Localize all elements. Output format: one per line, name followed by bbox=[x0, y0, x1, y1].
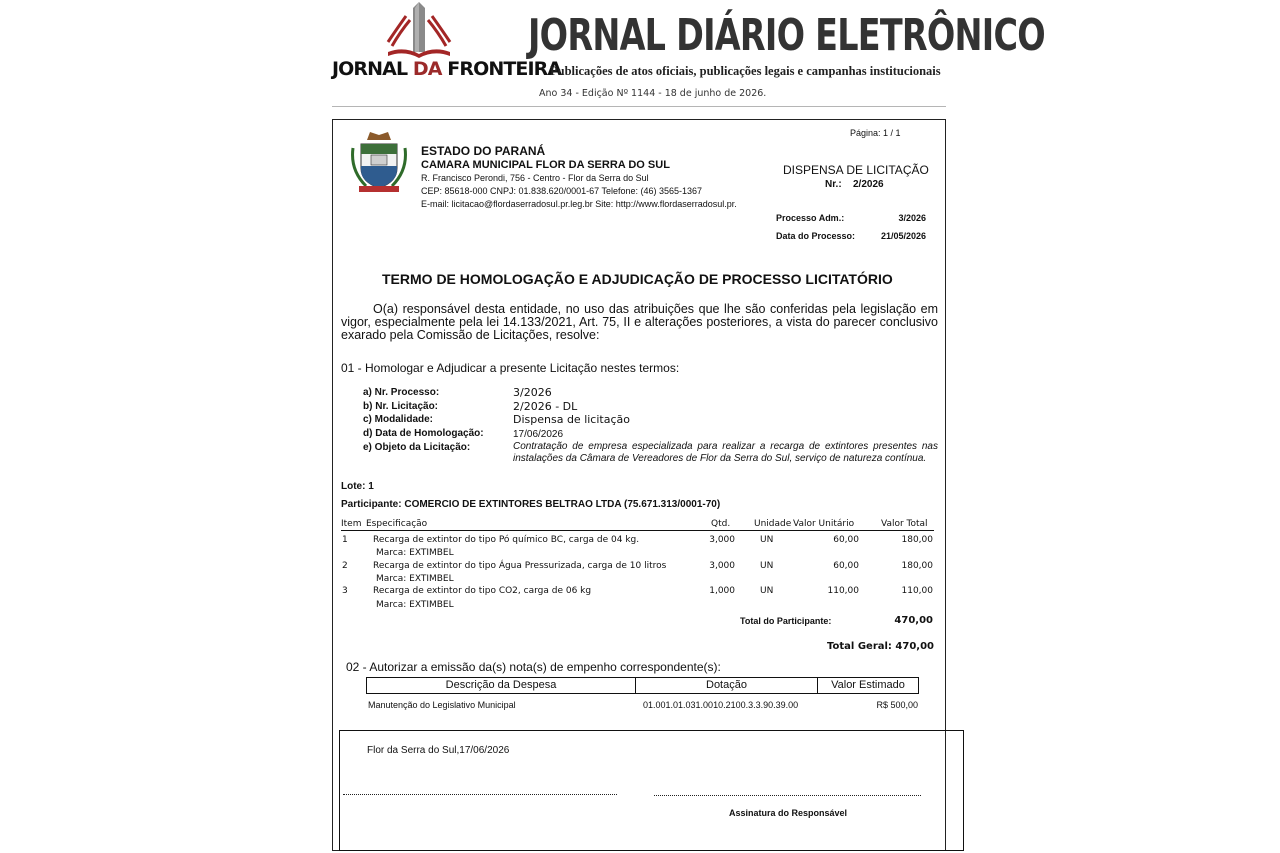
row-brand: Marca: EXTIMBEL bbox=[376, 548, 454, 558]
budget-header-dotacao: Dotação bbox=[636, 678, 818, 693]
row-total: 180,00 bbox=[901, 561, 933, 571]
budget-descricao: Manutenção do Legislativo Municipal bbox=[368, 700, 516, 710]
budget-header-valor: Valor Estimado bbox=[831, 679, 905, 691]
signature-line-right bbox=[654, 795, 921, 796]
homologacao-value: 17/06/2026 bbox=[513, 429, 564, 440]
dispensa-title: DISPENSA DE LICITAÇÃO bbox=[783, 163, 929, 177]
coat-of-arms-icon bbox=[350, 130, 408, 196]
budget-table-header bbox=[366, 677, 919, 694]
page-indicator: Página: 1 / 1 bbox=[850, 128, 901, 138]
place-date: Flor da Serra do Sul,17/06/2026 bbox=[367, 745, 510, 756]
row-unit-price: 60,00 bbox=[833, 535, 859, 545]
data-proc-label: Data do Processo: bbox=[776, 231, 856, 241]
row-description: Recarga de extintor do tipo Pó químico BC, carga de 04 kg. bbox=[373, 535, 640, 545]
objeto-value: Contratação de empresa especializada para realizar a recarga de extintores presentes nas instalações da Câmara de Vereadores de Flor da Serra do Sul, serviço de natureza contínua. bbox=[513, 441, 938, 464]
chamber-contact: CEP: 85618-000 CNPJ: 01.838.620/0001-67 Telefone: (46) 3565-1367 bbox=[421, 186, 703, 196]
modalidade-value: Dispensa de licitação bbox=[513, 413, 630, 426]
signature-label: Assinatura do Responsável bbox=[729, 808, 848, 818]
modalidade-label: c) Modalidade: bbox=[363, 414, 434, 425]
col-header-valor-total: Valor Total bbox=[881, 519, 928, 529]
chamber-address: R. Francisco Perondi, 756 - Centro - Flor da Serra do Sul bbox=[421, 173, 649, 183]
budget-dotacao: 01.001.01.031.0010.2100.3.3.90.39.00 bbox=[643, 700, 799, 710]
row-description: Recarga de extintor do tipo Água Pressurizada, carga de 10 litros bbox=[373, 561, 667, 571]
edition-info: Ano 34 - Edição Nº 1144 - 18 de junho de 2026. bbox=[539, 88, 767, 99]
licitacao-label: b) Nr. Licitação: bbox=[363, 401, 439, 412]
budget-valor: R$ 500,00 bbox=[876, 700, 918, 710]
grand-total: Total Geral: 470,00 bbox=[827, 641, 934, 652]
proc-adm-label: Processo Adm.: bbox=[776, 213, 845, 223]
proc-adm-value: 3/2026 bbox=[898, 213, 926, 223]
row-item-number: 3 bbox=[342, 586, 348, 596]
row-item-number: 1 bbox=[342, 535, 348, 545]
state-name: ESTADO DO PARANÁ bbox=[421, 144, 546, 158]
budget-header-descricao: Descrição da Despesa bbox=[367, 678, 636, 693]
journal-title: JORNAL DIÁRIO ELETRÔNICO bbox=[528, 10, 1045, 61]
dispensa-nr-label: Nr.: bbox=[825, 179, 842, 190]
row-unit: UN bbox=[760, 561, 774, 571]
col-header-item: Item bbox=[341, 519, 362, 529]
objeto-label: e) Objeto da Licitação: bbox=[363, 442, 471, 453]
data-proc-value: 21/05/2026 bbox=[880, 231, 926, 241]
item-02-heading: 02 - Autorizar a emissão da(s) nota(s) de empenho correspondente(s): bbox=[346, 660, 721, 674]
chamber-name: CAMARA MUNICIPAL FLOR DA SERRA DO SUL bbox=[421, 159, 670, 171]
row-brand: Marca: EXTIMBEL bbox=[376, 574, 454, 584]
row-unit-price: 60,00 bbox=[833, 561, 859, 571]
chamber-email: E-mail: licitacao@flordaserradosul.pr.leg.br Site: http://www.flordaserradosul.pr. bbox=[421, 199, 737, 209]
intro-paragraph: O(a) responsável desta entidade, no uso das atribuições que lhe são conferidas pela legislação em vigor, especialmente pela lei 14.133/2021, Art. 75, II e alterações posteriores, a vista do parecer conclusivo exarado pela Comissão de Licitações, resolve: bbox=[341, 302, 938, 342]
row-unit-price: 110,00 bbox=[827, 586, 859, 596]
row-total: 180,00 bbox=[901, 535, 933, 545]
col-header-qtd: Qtd. bbox=[711, 519, 731, 529]
row-item-number: 2 bbox=[342, 561, 348, 571]
row-qtd: 3,000 bbox=[709, 561, 735, 571]
masthead-divider bbox=[332, 106, 946, 107]
row-total: 110,00 bbox=[901, 586, 933, 596]
journal-subtitle: Publicações de atos oficiais, publicações legais e campanhas institucionais bbox=[550, 64, 941, 78]
row-description: Recarga de extintor do tipo CO2, carga de 06 kg bbox=[373, 586, 592, 596]
row-unit: UN bbox=[760, 535, 774, 545]
col-header-unidade: Unidade bbox=[754, 519, 792, 529]
newspaper-logo-icon bbox=[386, 2, 452, 58]
row-qtd: 3,000 bbox=[709, 535, 735, 545]
participant-name: Participante: COMERCIO DE EXTINTORES BELTRAO LTDA (75.671.313/0001-70) bbox=[341, 499, 721, 510]
col-header-spec: Especificação bbox=[366, 519, 428, 529]
signature-line-left bbox=[343, 794, 617, 795]
participant-total-value: 470,00 bbox=[894, 615, 933, 626]
row-brand: Marca: EXTIMBEL bbox=[376, 600, 454, 610]
item-01-heading: 01 - Homologar e Adjudicar a presente Licitação nestes termos: bbox=[341, 361, 680, 375]
lote-label: Lote: 1 bbox=[341, 481, 374, 492]
document-title: TERMO DE HOMOLOGAÇÃO E ADJUDICAÇÃO DE PROCESSO LICITATÓRIO bbox=[382, 271, 893, 287]
dispensa-nr-value: 2/2026 bbox=[853, 179, 884, 190]
col-header-valor-unit: Valor Unitário bbox=[793, 519, 855, 529]
newspaper-logo-text: JORNAL DA FRONTEIRA bbox=[332, 58, 562, 80]
homologacao-label: d) Data de Homologação: bbox=[363, 428, 484, 439]
table-header-rule bbox=[341, 530, 934, 531]
processo-value: 3/2026 bbox=[513, 386, 552, 399]
row-qtd: 1,000 bbox=[709, 586, 735, 596]
row-unit: UN bbox=[760, 586, 774, 596]
processo-label: a) Nr. Processo: bbox=[363, 387, 440, 398]
participant-total-label: Total do Participante: bbox=[740, 616, 832, 626]
licitacao-value: 2/2026 - DL bbox=[513, 400, 578, 413]
